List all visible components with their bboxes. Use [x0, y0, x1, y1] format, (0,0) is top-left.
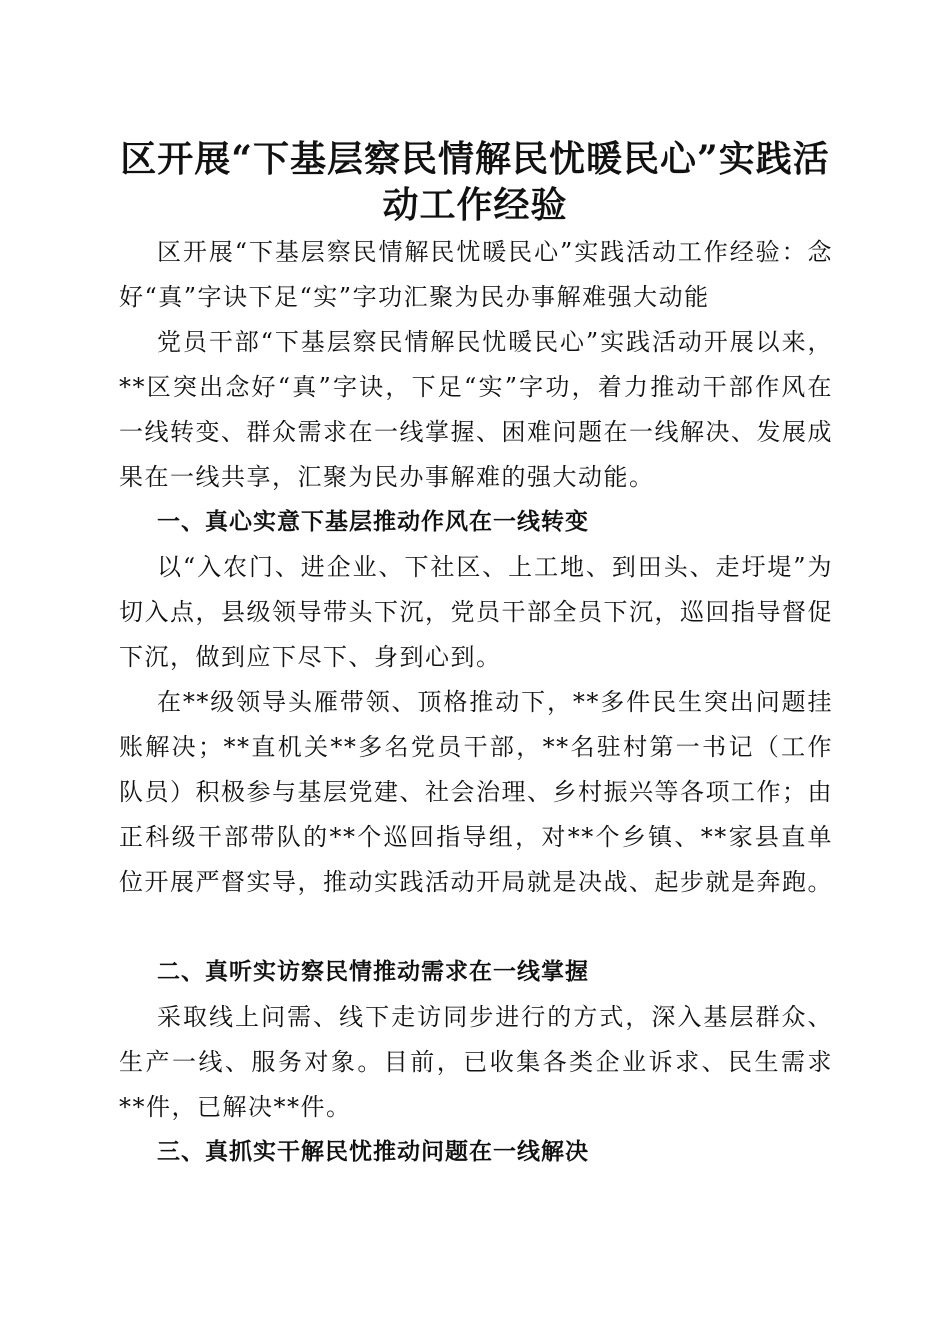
- document-title-line-2: 动工作经验: [382, 184, 568, 226]
- paragraph-section-1-b: 在**级领导头雁带领、顶格推动下，**多件民生突出问题挂账解决；**直机关**多名党员干部，**名驻村第一书记（工作队员）积极参与基层党建、社会治理、乡村振兴等各项工作；由正科级干部带队的**个巡回指导组，对**个乡镇、**家县直单位开展严督实导，推动实践活动开局就是决战、起步就是奔跑。: [119, 688, 833, 896]
- document-title-line-1: 区开展“下基层察民情解民忧暖民心”实践活: [120, 138, 830, 180]
- section-heading-2: 二、真听实访察民情推动需求在一线掌握: [157, 959, 589, 985]
- intro-paragraph: 区开展“下基层察民情解民忧暖民心”实践活动工作经验：念好“真”字诀下足“实”字功汇聚为民办事解难强大动能: [119, 238, 833, 311]
- paragraph-section-2: 采取线上问需、线下走访同步进行的方式，深入基层群众、生产一线、服务对象。目前，已收集各类企业诉求、民生需求**件，已解决**件。: [119, 1003, 833, 1121]
- section-heading-3: 三、真抓实干解民忧推动问题在一线解决: [157, 1139, 589, 1165]
- section-heading-1: 一、真心实意下基层推动作风在一线转变: [157, 509, 589, 535]
- paragraph-overview: 党员干部“下基层察民情解民忧暖民心”实践活动开展以来，**区突出念好“真”字诀，下足“实”字功，着力推动干部作风在一线转变、群众需求在一线掌握、困难问题在一线解决、发展成果在一线共享，汇聚为民办事解难的强大动能。: [119, 328, 833, 491]
- paragraph-section-1-a: 以“入农门、进企业、下社区、上工地、到田头、走圩堤”为切入点，县级领导带头下沉，党员干部全员下沉，巡回指导督促下沉，做到应下尽下、身到心到。: [119, 553, 833, 671]
